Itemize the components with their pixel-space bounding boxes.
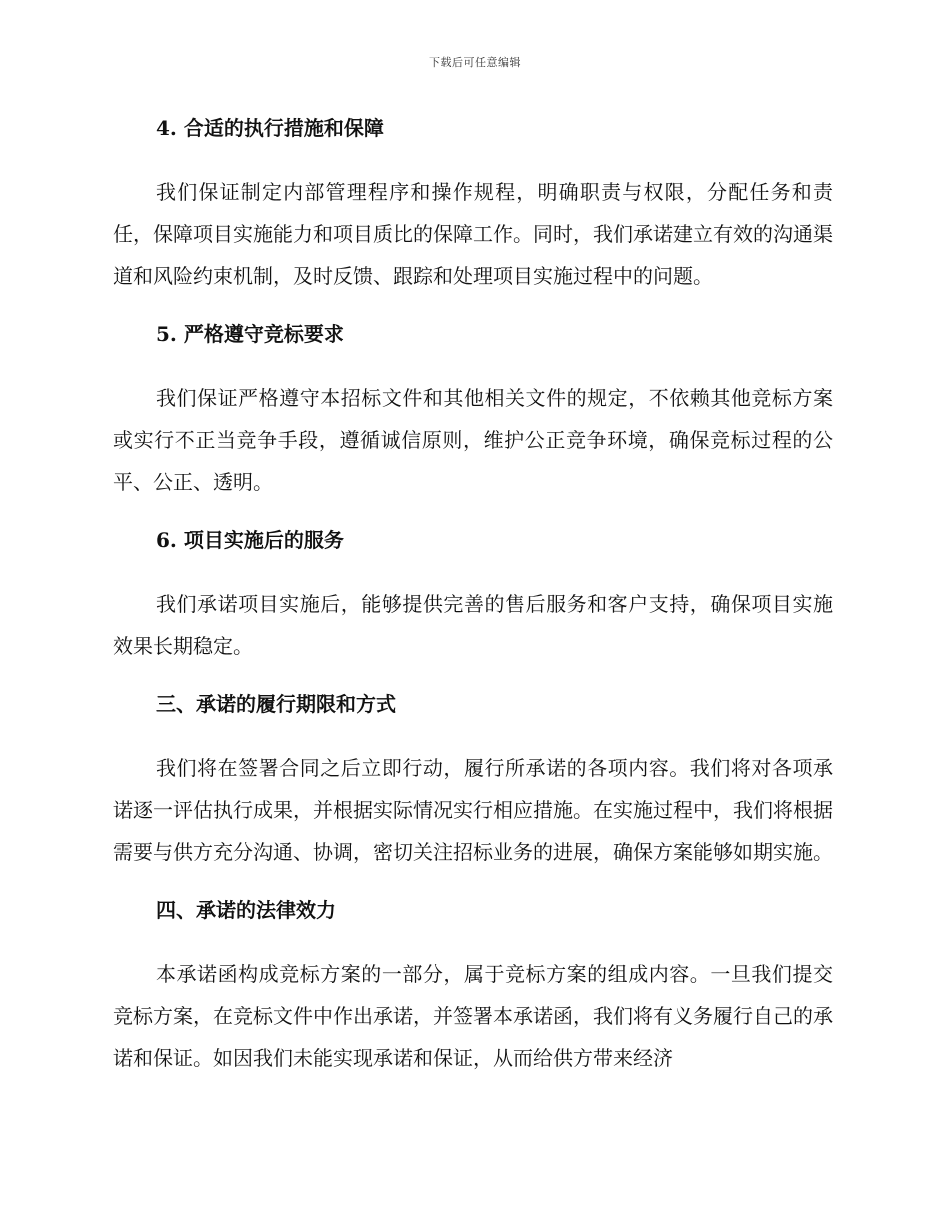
section-paragraph: 我们将在签署合同之后立即行动，履行所承诺的各项内容。我们将对各项承诺逐一评估执行成果，并根据实际情况实行相应措施。在实施过程中，我们将根据需要与供方充分沟通、协调，密切关注招标业务的进展，确保方案能够如期实施。: [113, 756, 833, 864]
section-paragraph: 我们承诺项目实施后，能够提供完善的售后服务和客户支持，确保项目实施效果长期稳定。: [113, 592, 833, 658]
header-note: 下载后可任意编辑: [429, 56, 521, 69]
section-5: [113, 319, 833, 503]
document-body: [113, 113, 833, 1079]
section-paragraph: 本承诺函构成竞标方案的一部分，属于竞标方案的组成内容。一旦我们提交竞标方案，在竞标文件中作出承诺，并签署本承诺函，我们将有义务履行自己的承诺和保证。如因我们未能实现承诺和保证，从而给供方带来经济: [113, 962, 833, 1070]
section-paragraph: 我们保证制定内部管理程序和操作规程，明确职责与权限，分配任务和责任，保障项目实施能力和项目质比的保障工作。同时，我们承诺建立有效的沟通渠道和风险约束机制，及时反馈、跟踪和处理项目实施过程中的问题。: [113, 180, 833, 288]
section-three: [113, 689, 833, 873]
section-paragraph: 我们保证严格遵守本招标文件和其他相关文件的规定，不依赖其他竞标方案或实行不正当竞争手段，遵循诚信原则，维护公正竞争环境，确保竞标过程的公平、公正、透明。: [113, 386, 833, 494]
section-4: [113, 113, 833, 297]
section-heading: 四、承诺的法律效力: [156, 898, 336, 922]
section-four: [113, 895, 833, 1079]
section-heading: 6. 项目实施后的服务: [156, 528, 344, 552]
section-6: [113, 525, 833, 667]
section-heading: 三、承诺的履行期限和方式: [156, 692, 396, 716]
section-heading: 5. 严格遵守竞标要求: [156, 322, 344, 346]
section-heading: 4. 合适的执行措施和保障: [156, 116, 384, 140]
